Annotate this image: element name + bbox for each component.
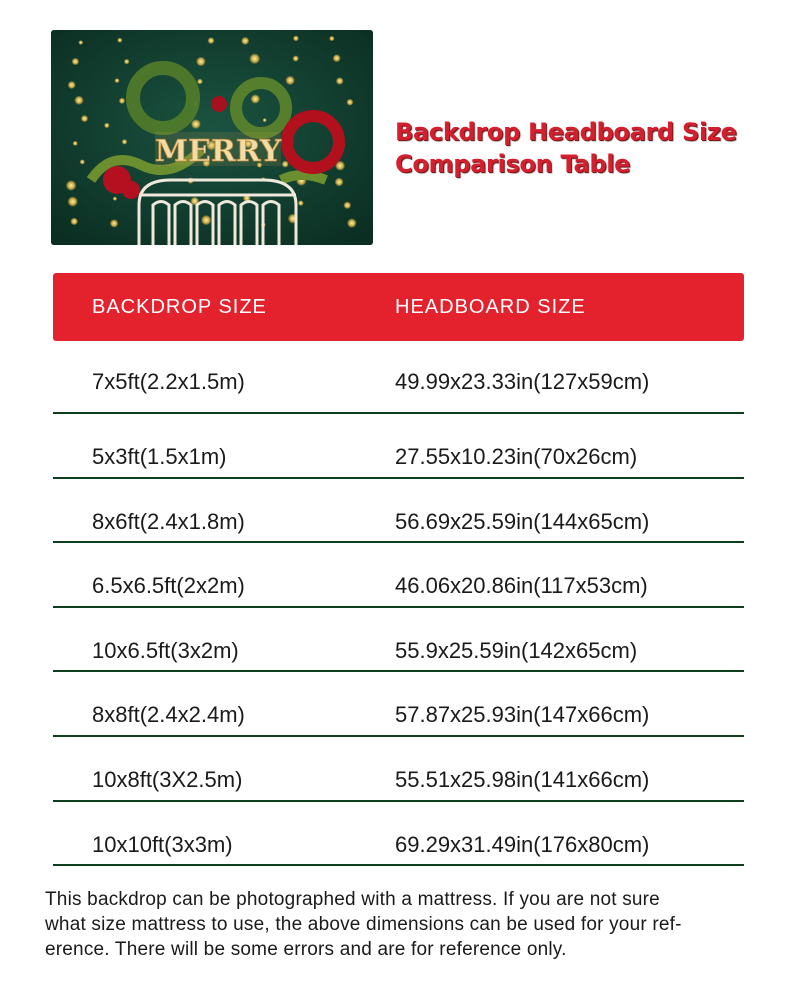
headboard-size-cell: 56.69x25.59in(144x65cm) [395,508,650,534]
bokeh-light [346,99,353,106]
bokeh-light [298,200,304,206]
bokeh-light [285,76,295,86]
bokeh-light [201,215,212,226]
table-row [53,672,744,737]
backdrop-photo [51,30,373,245]
bokeh-light [67,196,78,207]
bokeh-light [196,57,206,67]
note-line-2: what size mattress to use, the above dimensions can be used for your ref- [45,914,682,935]
bokeh-light [347,218,357,228]
bokeh-light [80,159,85,164]
bokeh-light [249,53,260,64]
backdrop-size-cell: 10x8ft(3X2.5m) [92,766,243,792]
header-backdrop-size: BACKDROP SIZE [92,296,267,318]
table-row [53,737,744,802]
backdrop-size-cell: 10x10ft(3x3m) [92,831,233,857]
backdrop-size-cell: 5x3ft(1.5x1m) [92,444,227,469]
table-body [53,341,744,866]
usage-note [45,887,755,962]
table-row [53,414,744,479]
bokeh-light [197,79,203,85]
bokeh-light [74,96,83,105]
bokeh-light [293,35,299,41]
bokeh-light [263,118,267,122]
table-row [53,608,744,673]
bokeh-light [72,58,80,66]
headboard-size-cell: 69.29x31.49in(176x80cm) [395,831,650,857]
headboard-size-cell: 49.99x23.33in(127x59cm) [395,369,650,394]
bokeh-light [113,197,117,201]
bokeh-light [78,40,83,45]
bokeh-light [241,37,249,45]
bokeh-light [336,77,344,85]
backdrop-size-cell: 7x5ft(2.2x1.5m) [92,369,245,394]
bokeh-light [81,115,88,122]
size-comparison-table [53,273,744,866]
bokeh-light [124,59,130,65]
backdrop-size-cell: 8x6ft(2.4x1.8m) [92,508,245,534]
bokeh-light [191,119,201,129]
page-title [395,116,775,180]
bokeh-light [119,98,125,104]
bokeh-light [70,218,78,226]
bokeh-light [343,201,351,209]
bokeh-light [117,38,122,43]
bokeh-light [122,139,128,145]
bokeh-light [329,36,334,41]
headboard-size-cell: 55.51x25.98in(141x66cm) [395,766,650,792]
table-row [53,543,744,608]
bokeh-light [73,141,78,146]
bokeh-light [68,81,76,89]
bokeh-light [335,178,344,187]
bokeh-light [293,55,299,61]
title-line-2: Comparison Table [395,150,631,178]
title-line-1: Backdrop Headboard Size [395,118,737,146]
bokeh-light [66,180,77,191]
table-row [53,802,744,867]
svg-text:MERRY: MERRY [154,134,282,169]
red-berries-top [211,96,227,112]
headboard-size-cell: 27.55x10.23in(70x26cm) [395,444,638,469]
table-header [53,273,744,341]
bokeh-light [251,94,261,104]
bokeh-light [208,37,215,44]
note-line-1: This backdrop can be photographed with a mattress. If you are not sure [45,889,660,910]
headboard-size-cell: 55.9x25.59in(142x65cm) [395,637,638,663]
bokeh-light [333,54,341,62]
backdrop-size-cell: 6.5x6.5ft(2x2m) [92,573,245,599]
backdrop-size-cell: 10x6.5ft(3x2m) [92,637,239,663]
header-headboard-size: HEADBOARD SIZE [395,296,586,318]
headboard-size-cell: 46.06x20.86in(117x53cm) [395,573,648,599]
bokeh-light [115,78,120,83]
backdrop-size-cell: 8x8ft(2.4x2.4m) [92,702,245,728]
bokeh-light [104,123,110,129]
merry-sign [155,132,282,169]
bokeh-light [110,219,119,228]
headboard-size-cell: 57.87x25.93in(147x66cm) [395,702,650,728]
note-line-3: erence. There will be some errors and are for reference only. [45,939,567,960]
table-row [53,479,744,544]
table-row [53,341,744,414]
